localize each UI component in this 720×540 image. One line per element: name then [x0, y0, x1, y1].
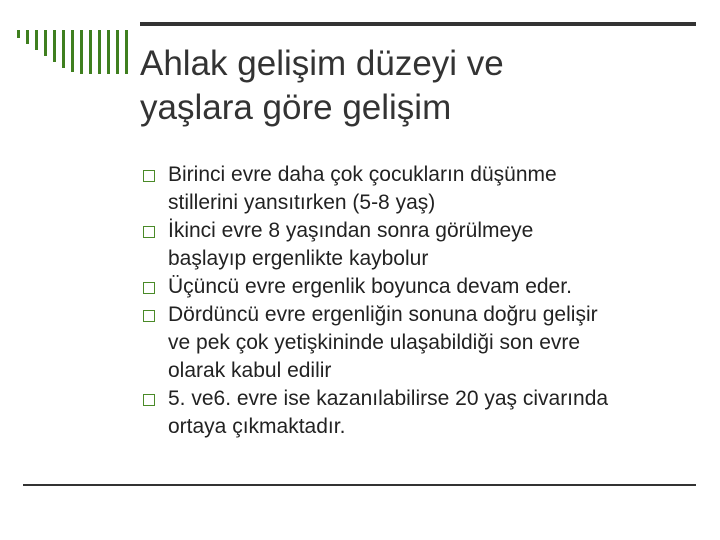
- decorative-stripes: [17, 30, 137, 78]
- bullet-text-line: Birinci evre daha çok çocukların düşünme: [168, 163, 557, 186]
- slide-title: [140, 42, 680, 130]
- bullet-item: [143, 273, 688, 301]
- hollow-square-icon: [143, 282, 155, 294]
- bullet-item: [143, 161, 688, 217]
- bottom-divider: [23, 484, 696, 486]
- hollow-square-icon: [143, 226, 155, 238]
- bullet-text-line: 5. ve6. evre ise kazanılabilirse 20 yaş civarında: [168, 387, 609, 410]
- hollow-square-icon: [143, 394, 155, 406]
- bullet-text-line: Dördüncü evre ergenliğin sonuna doğru gelişir: [168, 303, 598, 326]
- top-divider: [140, 22, 696, 26]
- bullet-text-line: ortaya çıkmaktadır.: [168, 415, 346, 438]
- hollow-square-icon: [143, 170, 155, 182]
- hollow-square-icon: [143, 310, 155, 322]
- bullet-text-line: başlayıp ergenlikte kaybolur: [168, 247, 429, 270]
- bullet-text-line: Üçüncü evre ergenlik boyunca devam eder.: [168, 275, 572, 298]
- slide-title-line: yaşlara göre gelişim: [140, 88, 452, 127]
- bullet-text-line: ve pek çok yetişkininde ulaşabildiği son evre: [168, 331, 581, 354]
- bullet-list: [143, 161, 688, 441]
- bullet-item: [143, 217, 688, 273]
- bullet-item: [143, 301, 688, 385]
- bullet-text-line: İkinci evre 8 yaşından sonra görülmeye: [168, 219, 534, 242]
- slide-title-line: Ahlak gelişim düzeyi ve: [140, 44, 504, 83]
- bullet-text-line: stillerini yansıtırken (5-8 yaş): [168, 191, 436, 214]
- bullet-text-line: olarak kabul edilir: [168, 359, 332, 382]
- bullet-item: [143, 385, 688, 441]
